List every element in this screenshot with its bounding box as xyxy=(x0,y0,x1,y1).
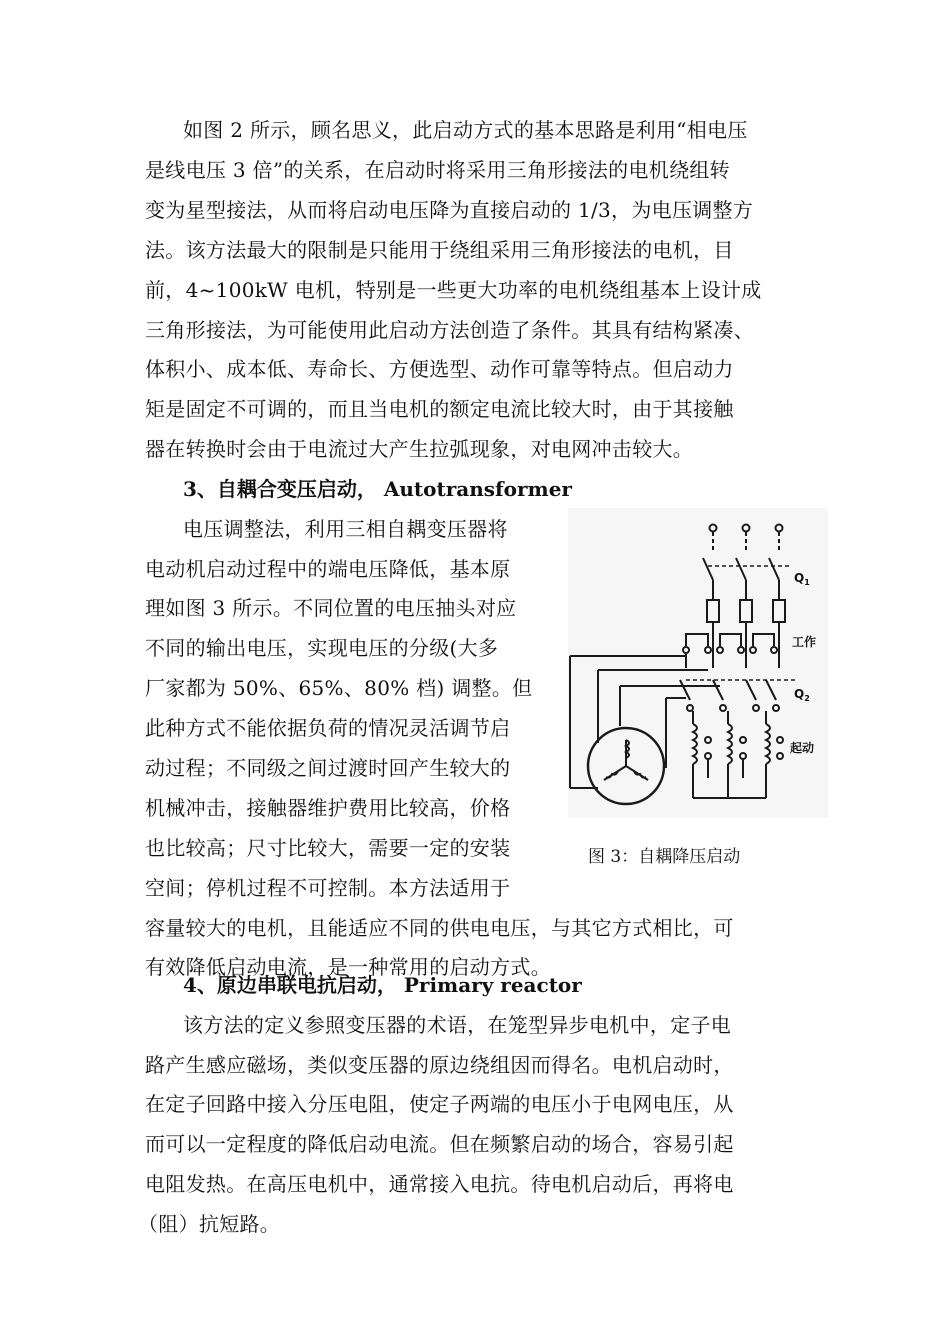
paragraph-line: 该方法的定义参照变压器的术语，在笼型异步电机中，定子电 xyxy=(183,1013,732,1037)
paragraph-line: 不同的输出电压，实现电压的分级(大多 xyxy=(145,636,499,660)
paragraph-line: 机械冲击，接触器维护费用比较高，价格 xyxy=(145,796,511,820)
paragraph-line: 前，4~100kW 电机，特别是一些更大功率的电机绕组基本上设计成 xyxy=(145,278,762,302)
autotransformer-circuit-diagram xyxy=(568,508,828,818)
paragraph-line: 三角形接法，为可能使用此启动方法创造了条件。其具有结构紧凑、 xyxy=(145,318,754,342)
paragraph-line: 此种方式不能依据负荷的情况灵活调节启 xyxy=(145,716,511,740)
paragraph-line: 在定子回路中接入分压电阻，使定子两端的电压小于电网电压，从 xyxy=(145,1092,734,1116)
paragraph-line: 器在转换时会由于电流过大产生拉弧现象，对电网冲击较大。 xyxy=(145,437,694,461)
paragraph-line: 矩是固定不可调的，而且当电机的额定电流比较大时，由于其接触 xyxy=(145,397,734,421)
paragraph-line: （阻）抗短路。 xyxy=(138,1212,281,1236)
paragraph-line: 电压调整法，利用三相自耦变压器将 xyxy=(183,517,508,541)
paragraph-line: 路产生感应磁场，类似变压器的原边绕组因而得名。电机启动时， xyxy=(145,1053,734,1077)
q1-label: $Q_1$ xyxy=(794,571,810,587)
paragraph-line: 电动机启动过程中的端电压降低，基本原 xyxy=(145,557,511,581)
figure-caption: 图 3：自耦降压启动 xyxy=(588,847,741,867)
paragraph-line: 有效降低启动电流，是一种常用的启动方式。 xyxy=(145,955,551,979)
start-label: 起动 xyxy=(790,741,815,755)
paragraph-line: 法。该方法最大的限制是只能用于绕组采用三角形接法的电机，目 xyxy=(145,238,734,262)
paragraph-line: 电阻发热。在高压电机中，通常接入电抗。待电机启动后，再将电 xyxy=(145,1172,734,1196)
paragraph-line: 如图 2 所示，顾名思义，此启动方式的基本思路是利用“相电压 xyxy=(183,118,748,142)
paragraph-line: 而可以一定程度的降低启动电流。但在频繁启动的场合，容易引起 xyxy=(145,1132,734,1156)
paragraph-line: 是线电压 3 倍”的关系，在启动时将采用三角形接法的电机绕组转 xyxy=(145,158,730,182)
paragraph-line: 厂家都为 50%、65%、80% 档) 调整。但 xyxy=(145,676,533,700)
paragraph-line: 也比较高；尺寸比较大，需要一定的安装 xyxy=(145,836,511,860)
paragraph-line: 容量较大的电机，且能适应不同的供电电压，与其它方式相比，可 xyxy=(145,916,734,940)
paragraph-line: 理如图 3 所示。不同位置的电压抽头对应 xyxy=(145,596,517,620)
work-label: 工作 xyxy=(792,635,817,649)
q2-label: $Q_2$ xyxy=(794,687,810,703)
section-heading-primary-reactor: 4、原边串联电抗启动， Primary reactor xyxy=(183,973,582,997)
paragraph-line: 变为星型接法，从而将启动电压降为直接启动的 1/3，为电压调整方 xyxy=(145,198,754,222)
paragraph-line: 空间；停机过程不可控制。本方法适用于 xyxy=(145,876,511,900)
section-heading-autotransformer: 3、自耦合变压启动， Autotransformer xyxy=(183,477,572,501)
paragraph-line: 体积小、成本低、寿命长、方便选型、动作可靠等特点。但启动力 xyxy=(145,357,734,381)
paragraph-line: 动过程；不同级之间过渡时回产生较大的 xyxy=(145,756,511,780)
